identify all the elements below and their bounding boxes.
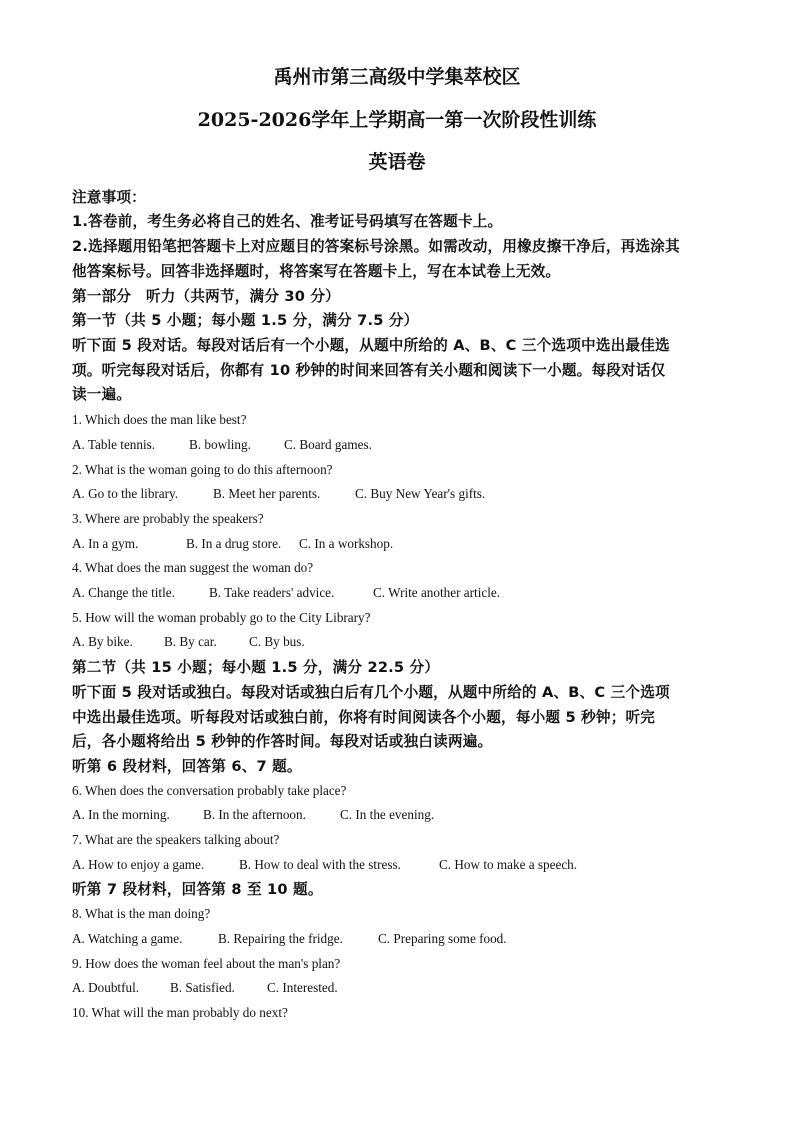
question-5: 5. How will the woman probably go to the City Library? — [72, 610, 371, 625]
part1-title: 第一部分 听力（共两节，满分 30 分） — [72, 288, 340, 305]
school-name: 禹州市第三高级中学集萃校区 — [273, 66, 521, 88]
question-5-options — [72, 634, 732, 650]
question-1-options — [72, 437, 732, 453]
subject-title: 英语卷 — [368, 151, 426, 173]
section2-instruction-3: 后，各小题将给出 5 秒钟的作答时间。每段对话或独白读两遍。 — [72, 733, 493, 750]
option-b: B. Satisfied. — [170, 980, 235, 995]
option-c: C. How to make a speech. — [439, 857, 578, 872]
question-2: 2. What is the woman going to do this afternoon? — [72, 462, 333, 477]
section1-instruction-2: 项。听完每段对话后，你都有 10 秒钟的时间来回答有关小题和阅读下一小题。每段对话仅 — [72, 362, 666, 379]
question-9-options — [72, 980, 732, 996]
question-1: 1. Which does the man like best? — [72, 412, 247, 427]
option-a: A. In a gym. — [72, 536, 139, 551]
option-a: A. Doubtful. — [72, 980, 140, 995]
section1-title: 第一节（共 5 小题；每小题 1.5 分，满分 7.5 分） — [72, 312, 419, 329]
question-4-options — [72, 585, 732, 601]
section2-instruction-2: 中选出最佳选项。听每段对话或独白前，你将有时间阅读各个小题，每小题 5 秒钟；听完 — [72, 709, 656, 726]
option-b: B. Repairing the fridge. — [218, 931, 343, 946]
question-3: 3. Where are probably the speakers? — [72, 511, 264, 526]
option-c: C. Board games. — [284, 437, 372, 452]
question-8-options — [72, 931, 732, 947]
option-a: A. Table tennis. — [72, 437, 156, 452]
option-b: B. Take readers' advice. — [209, 585, 335, 600]
question-7-options — [72, 857, 732, 873]
question-7: 7. What are the speakers talking about? — [72, 832, 280, 847]
section2-title: 第二节（共 15 小题；每小题 1.5 分，满分 22.5 分） — [72, 659, 440, 676]
question-2-options — [72, 486, 732, 502]
question-10: 10. What will the man probably do next? — [72, 1005, 288, 1020]
question-6: 6. When does the conversation probably take place? — [72, 783, 347, 798]
section1-instruction-3: 读一遍。 — [72, 386, 132, 403]
note-1: 1.答卷前，考生务必将自己的姓名、准考证号码填写在答题卡上。 — [72, 213, 503, 230]
note-2-line-1: 2.选择题用铅笔把答题卡上对应题目的答案标号涂黑。如需改动，用橡皮擦干净后，再选涂其 — [72, 238, 680, 255]
option-b: B. How to deal with the stress. — [239, 857, 401, 872]
note-2-line-2: 他答案标号。回答非选择题时，将答案写在答题卡上，写在本试卷上无效。 — [72, 263, 561, 280]
option-a: A. Watching a game. — [72, 931, 183, 946]
option-a: A. In the morning. — [72, 807, 170, 822]
notes-title: 注意事项： — [72, 189, 146, 206]
section1-instruction-1: 听下面 5 段对话。每段对话后有一个小题，从题中所给的 A、B、C 三个选项中选出最佳选 — [72, 337, 670, 354]
option-c: C. In a workshop. — [299, 536, 394, 551]
option-a: A. By bike. — [72, 634, 133, 649]
question-3-options — [72, 536, 732, 552]
option-a: A. Change the title. — [72, 585, 175, 600]
option-b: B. Meet her parents. — [213, 486, 321, 501]
option-c: C. Interested. — [267, 980, 338, 995]
option-c: C. Write another article. — [373, 585, 501, 600]
section2-instruction-1: 听下面 5 段对话或独白。每段对话或独白后有几个小题，从题中所给的 A、B、C 三个选项 — [72, 684, 670, 701]
option-c: C. By bus. — [249, 634, 305, 649]
exam-term-title: 2025-2026学年上学期高一第一次阶段性训练 — [197, 109, 597, 131]
option-c: C. Preparing some food. — [378, 931, 507, 946]
question-8: 8. What is the man doing? — [72, 906, 211, 921]
option-b: B. In the afternoon. — [203, 807, 306, 822]
option-b: B. In a drug store. — [186, 536, 282, 551]
option-c: C. In the evening. — [340, 807, 435, 822]
question-6-options — [72, 807, 732, 823]
material-7-heading: 听第 7 段材料，回答第 8 至 10 题。 — [72, 881, 323, 898]
option-c: C. Buy New Year's gifts. — [355, 486, 486, 501]
option-a: A. How to enjoy a game. — [72, 857, 205, 872]
option-b: B. By car. — [164, 634, 217, 649]
option-b: B. bowling. — [189, 437, 251, 452]
question-9: 9. How does the woman feel about the man's plan? — [72, 956, 341, 971]
question-4: 4. What does the man suggest the woman do? — [72, 560, 314, 575]
material-6-heading: 听第 6 段材料，回答第 6、7 题。 — [72, 758, 302, 775]
option-a: A. Go to the library. — [72, 486, 179, 501]
